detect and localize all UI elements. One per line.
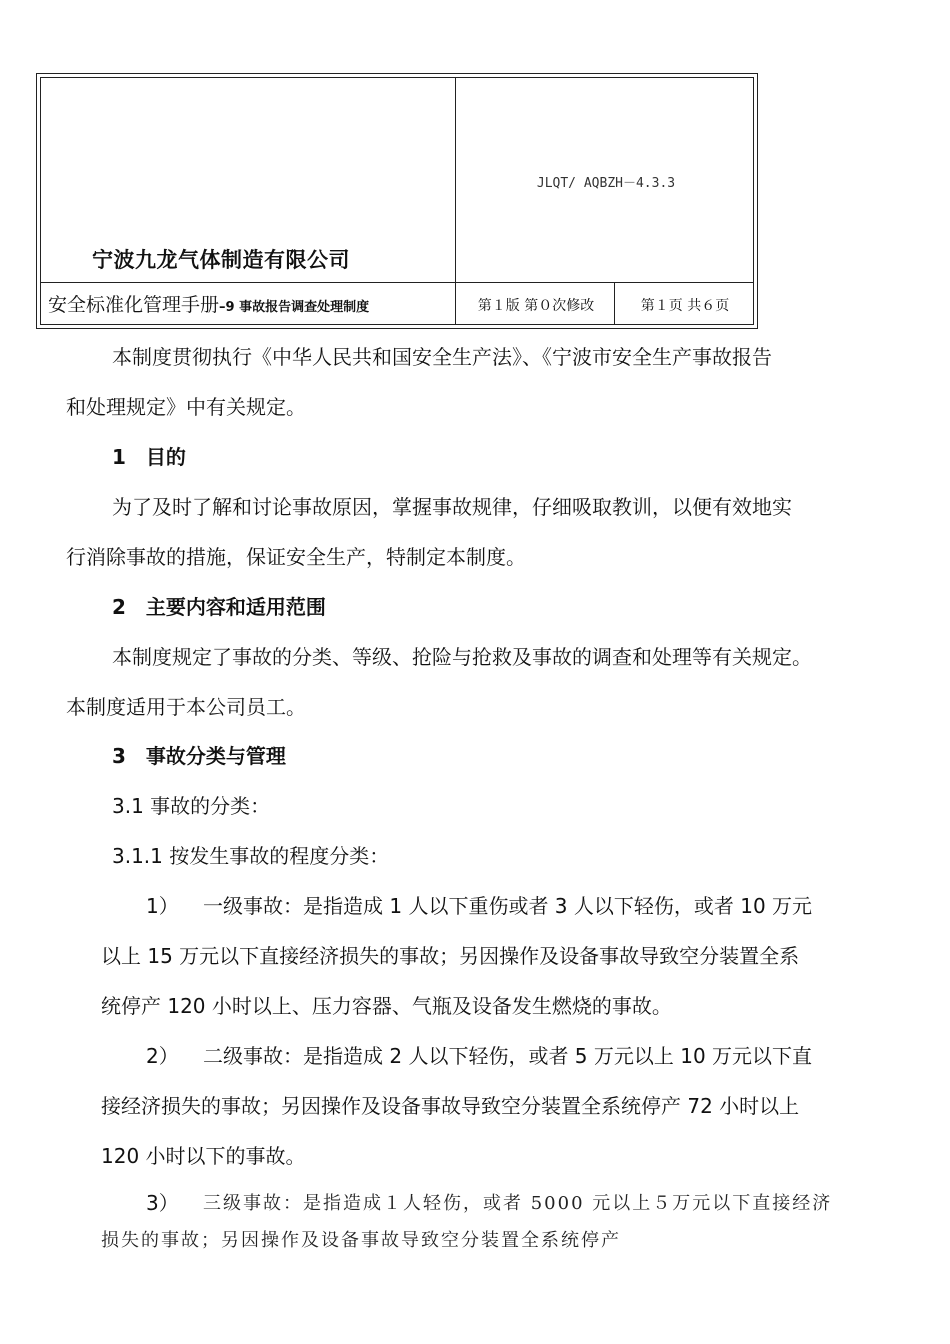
section-2-line-1: 本制度规定了事故的分类、等级、抢险与抢救及事故的调查和处理等有关规定。 [112,645,812,669]
intro-paragraph-line-1: 本制度贯彻执行《中华人民共和国安全生产法》、《宁波市安全生产事故报告 [112,345,772,369]
item-1-line-3: 统停产 120 小时以上、压力容器、气瓶及设备发生燃烧的事故。 [101,994,672,1018]
item-1-line-2: 以上 15 万元以下直接经济损失的事故；另因操作及设备事故导致空分装置全系 [101,944,800,968]
version-info: 第１版 第０次修改 [477,298,595,314]
header-table-inner-border [40,77,754,325]
manual-subtitle: –9 事故报告调查处理制度 [219,300,370,315]
item-2-line-2: 接经济损失的事故；另因操作及设备事故导致空分装置全系统停产 72 小时以上 [101,1094,800,1118]
manual-title-main: 安全标准化管理手册 [48,294,220,316]
item-3-number: 3） [146,1191,179,1215]
section-3-1: 3.1 事故的分类： [112,794,271,818]
intro-paragraph-line-2: 和处理规定》中有关规定。 [66,395,306,419]
section-1-line-2: 行消除事故的措施，保证安全生产，特制定本制度。 [66,545,526,569]
item-3-line-1: 三级事故：是指造成１人轻伤，或者 5000 元以上５万元以下直接经济 [203,1193,833,1214]
item-1-number: 1） [146,894,179,918]
document-code: JLQT/ AQBZH－4.3.3 [536,176,676,191]
manual-title [48,290,369,317]
item-1-line-1: 一级事故：是指造成 1 人以下重伤或者 3 人以下轻伤，或者 10 万元 [203,894,813,918]
item-3-line-2: 损失的事故；另因操作及设备事故导致空分装置全系统停产 [101,1230,621,1251]
section-3-1-1: 3.1.1 按发生事故的程度分类： [112,844,390,868]
header-divider-main [455,77,456,325]
item-2-line-3: 120 小时以下的事故。 [101,1144,306,1168]
item-2-number: 2） [146,1044,179,1068]
section-1-line-1: 为了及时了解和讨论事故原因，掌握事故规律，仔细吸取教训，以便有效地实 [112,495,792,519]
company-name: 宁波九龙气体制造有限公司 [92,248,350,272]
page-number: 第１页 共６页 [640,298,730,314]
section-1-heading: 1 目的 [112,445,186,469]
section-2-heading: 2 主要内容和适用范围 [112,595,326,619]
section-3-heading: 3 事故分类与管理 [112,744,286,768]
item-2-line-1: 二级事故：是指造成 2 人以下轻伤，或者 5 万元以上 10 万元以下直 [203,1044,813,1068]
header-divider-row [40,282,754,283]
section-2-line-2: 本制度适用于本公司员工。 [66,695,306,719]
